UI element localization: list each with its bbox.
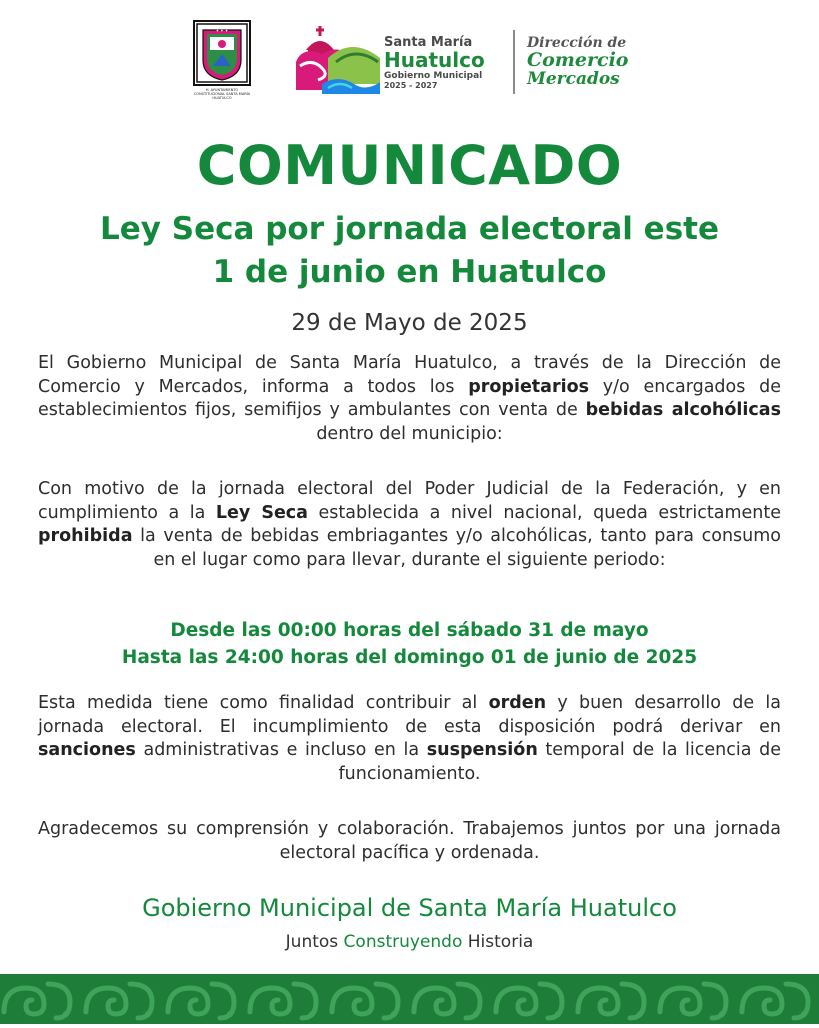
footer-government-name: Gobierno Municipal de Santa María Huatulco: [142, 894, 677, 922]
bold-run: sanciones: [38, 740, 136, 760]
period-end: Hasta las 24:00 horas del domingo 01 de junio de 2025: [121, 647, 698, 668]
prohibition-period: [0, 617, 819, 671]
dir-line-1: Dirección de: [527, 35, 627, 51]
subtitle-line-1: Ley Seca por jornada electoral este: [99, 211, 719, 247]
muni-line-4: 2025 - 2027: [384, 81, 438, 90]
publish-date: 29 de Mayo de 2025: [291, 310, 528, 336]
bold-run: prohibida: [38, 526, 133, 546]
header: [0, 14, 819, 104]
paragraph-thanks: Agradecemos su comprensión y colaboración. Trabajemos juntos por una jornada electoral pacífica y ordenada.: [38, 819, 781, 863]
slogan-part: Juntos: [285, 932, 344, 952]
subtitle-line-2: 1 de junio en Huatulco: [212, 254, 607, 290]
muni-line-2: Huatulco: [384, 48, 485, 72]
huatulco-logo: [292, 22, 382, 102]
text-run: establecida a nivel nacional, queda estrictamente: [308, 502, 781, 523]
municipal-shield-logo: [193, 20, 251, 100]
muni-line-1: Santa María: [384, 35, 473, 50]
dir-line-2: Comercio: [527, 48, 629, 71]
slogan-highlight: Construyendo: [343, 932, 463, 952]
subtitle: [0, 208, 819, 294]
header-divider: [513, 30, 515, 94]
text-run: dentro del municipio:: [316, 423, 503, 444]
period-start: Desde las 00:00 horas del sábado 31 de mayo: [170, 620, 649, 641]
department-wordmark: [527, 36, 628, 88]
text-run: El Gobierno Municipal de Santa María Huatulco, a través de la Dirección de Comercio y Mercados, informa a todos los: [38, 353, 781, 397]
municipality-wordmark: [384, 36, 485, 90]
text-run: temporal de la licencia de funcionamiento.: [338, 740, 781, 784]
muni-line-3: Gobierno Municipal: [384, 71, 483, 81]
text-run: la venta de bebidas embriagantes y/o alcohólicas, tanto para consumo en el lugar como para llevar, durante el siguiente periodo:: [132, 526, 781, 570]
slogan-part: Historia: [462, 932, 534, 952]
bold-run: propietarios: [468, 376, 590, 397]
dir-line-3: Mercados: [527, 68, 620, 89]
text-run: y/o encargados de establecimientos fijos, semifijos y ambulantes con venta de: [38, 376, 781, 420]
bold-run: suspensión: [426, 740, 538, 760]
paragraph-intro: [38, 352, 781, 446]
page-title: COMUNICADO: [196, 134, 623, 197]
bold-run: bebidas alcohólicas: [585, 400, 782, 420]
text-run: Con motivo de la jornada electoral del Poder Judicial de la Federación, y en cumplimiento a la: [38, 479, 781, 523]
footer-slogan: [0, 932, 819, 952]
text-run: administrativas e incluso en la: [135, 740, 427, 760]
text-run: y buen desarrollo de la jornada electoral. El incumplimiento de esta disposición podrá derivar en: [38, 693, 781, 737]
svg-text:✦ ✦ ✦: ✦ ✦ ✦: [215, 28, 229, 33]
text-run: Esta medida tiene como finalidad contribuir al: [38, 693, 489, 713]
decorative-green-band: [0, 974, 819, 1024]
bold-run: Ley Seca: [215, 502, 308, 523]
paragraph-purpose: [38, 692, 781, 786]
shield-caption: H. AYUNTAMIENTO CONSTITUCIONAL SANTA MARÍA HUATULCO: [193, 88, 251, 100]
paragraph-prohibition: [38, 478, 781, 572]
bold-run: orden: [488, 693, 547, 713]
